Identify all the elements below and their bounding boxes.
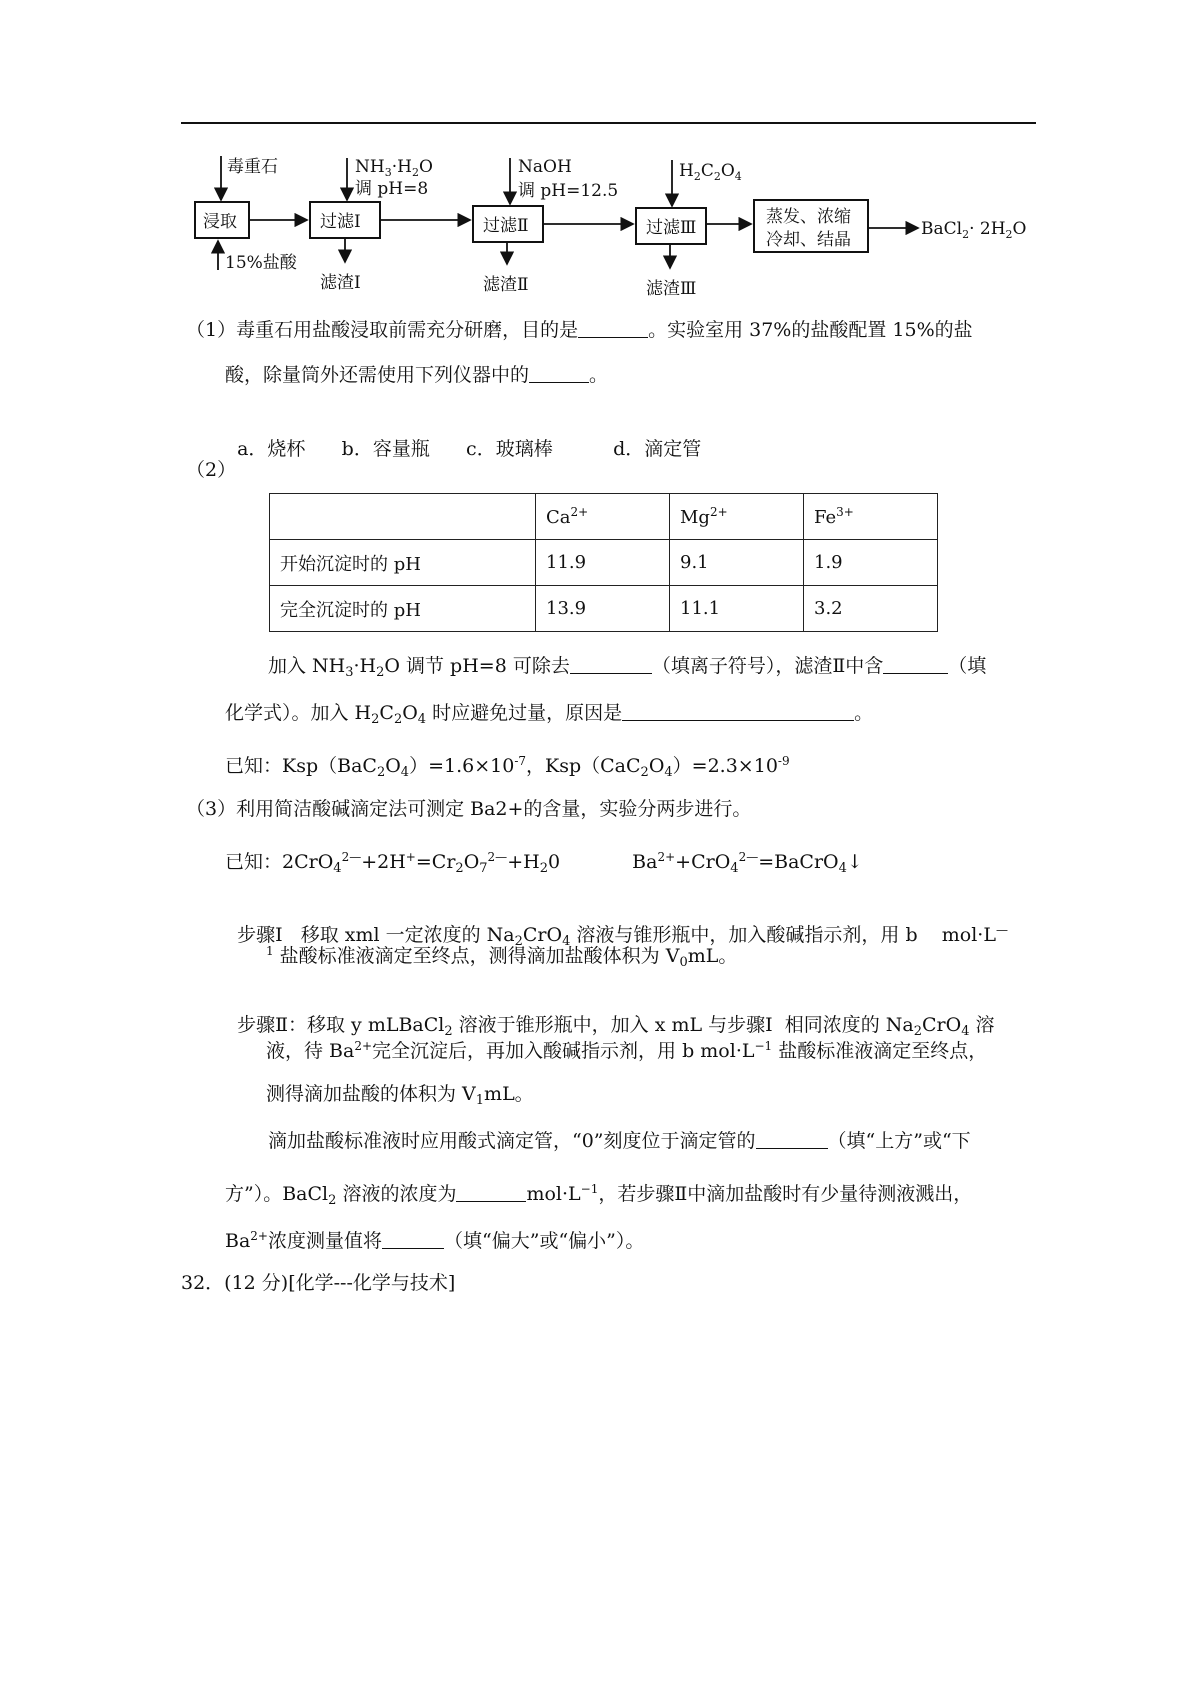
q3-blank-bias[interactable] (382, 1230, 444, 1249)
table-cell: 9.1 (670, 540, 804, 586)
q2-line1: 加入 $NH_3\cdot H_2O$ 调节 pH=8 可除去 （填离子符号），滤渣Ⅱ中含 （填 (268, 655, 987, 680)
q3-blank-zero-mark[interactable] (756, 1130, 828, 1149)
table-cell: 11.1 (670, 586, 804, 632)
q3-fill-line1: 滴加盐酸标准液时应用酸式滴定管，“0”刻度位于滴定管的 （填“上方”或“下 (268, 1130, 971, 1152)
q1-options: a．烧杯 b．容量瓶 c．玻璃棒 d．滴定管 (237, 438, 702, 460)
table-row (270, 586, 938, 632)
q1-blank-instrument[interactable] (529, 364, 589, 383)
table-header-cell: $Fe^{3+}$ (804, 494, 938, 540)
q2-line2: 化学式）。加入 $H_2C_2O_4$ 时应避免过量，原因是 。 (225, 702, 874, 727)
table-header-cell: $Ca^{2+}$ (536, 494, 670, 540)
residue2-label: 滤渣Ⅱ (483, 275, 529, 295)
flow-acid-label: 15%盐酸 (225, 253, 297, 273)
table-cell: 3.2 (804, 586, 938, 632)
q1-line1: （1）毒重石用盐酸浸取前需充分研磨，目的是 。实验室用 37%的盐酸配置 15%的盐 (186, 319, 973, 341)
table-cell: 1.9 (804, 540, 938, 586)
table-cell: 完全沉淀时的 pH (270, 586, 536, 632)
product-label: BaCl$_2$· $2H_2O$ (921, 219, 1027, 241)
top-rule (181, 122, 1036, 124)
residue3-label: 滤渣Ⅲ (646, 279, 697, 299)
q2-blank-ion[interactable] (570, 655, 652, 674)
table-row (270, 540, 938, 586)
precipitation-ph-table (269, 493, 938, 632)
q3-step2-line1: 步骤Ⅱ：移取 y mLBaCl$_2$ 溶液于锥形瓶中，加入 x mL 与步骤Ⅰ 相同浓度的 $Na_2CrO_4$ 溶 (237, 1014, 995, 1039)
filter1-label: 过滤Ⅰ (320, 212, 361, 232)
table-header-row (270, 494, 938, 540)
q3-step1-line2: $^1$ 盐酸标准液滴定至终点，测得滴加盐酸体积为 $V_0mL$。 (266, 944, 738, 970)
table-header-cell: $Mg^{2+}$ (670, 494, 804, 540)
filter3-label: 过滤Ⅲ (646, 218, 697, 238)
table-cell: 11.9 (536, 540, 670, 586)
filter2-label: 过滤Ⅱ (483, 216, 529, 236)
q3-fill-line3: $Ba^{2+}$浓度测量值将 （填“偏大”或“偏小”）。 (225, 1229, 645, 1252)
reagent1-ph: 调 pH=8 (355, 179, 429, 199)
q2-blank-reason[interactable] (622, 702, 854, 721)
evap-line1: 蒸发、浓缩 (766, 207, 851, 227)
q2-known: 已知：$Ksp(BaC_2O_4)=1.6\times 10^{-7}$，$Ksp(CaC_2O_4)=2.3\times 10^{-9}$ (225, 754, 790, 780)
q3-intro: （3）利用简洁酸碱滴定法可测定 Ba2+的含量，实验分两步进行。 (186, 798, 752, 820)
evap-line2: 冷却、结晶 (766, 230, 851, 250)
q3-blank-concentration[interactable] (456, 1183, 526, 1202)
q1-line2: 酸，除量筒外还需使用下列仪器中的 。 (225, 364, 609, 386)
reagent2-label: NaOH (518, 157, 572, 177)
reagent1-label: $NH_3\cdot H_2O$ (355, 157, 433, 179)
residue1-label: 滤渣Ⅰ (320, 273, 361, 293)
flow-raw-label: 毒重石 (227, 157, 278, 177)
q32-heading: 32．(12 分)[化学---化学与技术] (181, 1272, 456, 1294)
q3-step2-line2: 液，待 $Ba^{2+}$完全沉淀后，再加入酸碱指示剂，用 b $mol\cdot L^{-1}$ 盐酸标准液滴定至终点， (266, 1039, 988, 1062)
leach-label: 浸取 (203, 212, 237, 232)
q2-label: （2） (186, 459, 237, 481)
q1-blank-purpose[interactable] (578, 319, 648, 338)
q2-blank-residue[interactable] (883, 655, 948, 674)
process-flow-diagram (185, 150, 1035, 300)
reagent2-ph: 调 pH=12.5 (518, 181, 619, 201)
reagent3-label: $H_2C_2O_4$ (679, 161, 742, 183)
table-cell: 开始沉淀时的 pH (270, 540, 536, 586)
q3-step2-line3: 测得滴加盐酸的体积为 $V_1mL$。 (266, 1083, 534, 1108)
q3-fill-line2: 方”）。BaCl$_2$ 溶液的浓度为 $mol\cdot L^{-1}$，若步骤Ⅱ中滴加盐酸时有少量待测液溅出， (225, 1182, 973, 1208)
table-header-cell (270, 494, 536, 540)
q3-step1-line1: 步骤Ⅰ 移取 xml 一定浓度的 $Na_2CrO_4$ 溶液与锥形瓶中，加入酸碱指示剂，用 b mol·L— (237, 923, 1008, 949)
q3-known: 已知：$2CrO_4^{2—}+2H^+=Cr_2O_7^{2—}+H_20$ $Ba^{2+}+CrO_4^{2—}=BaCrO_4↓$ (225, 850, 863, 876)
table-cell: 13.9 (536, 586, 670, 632)
